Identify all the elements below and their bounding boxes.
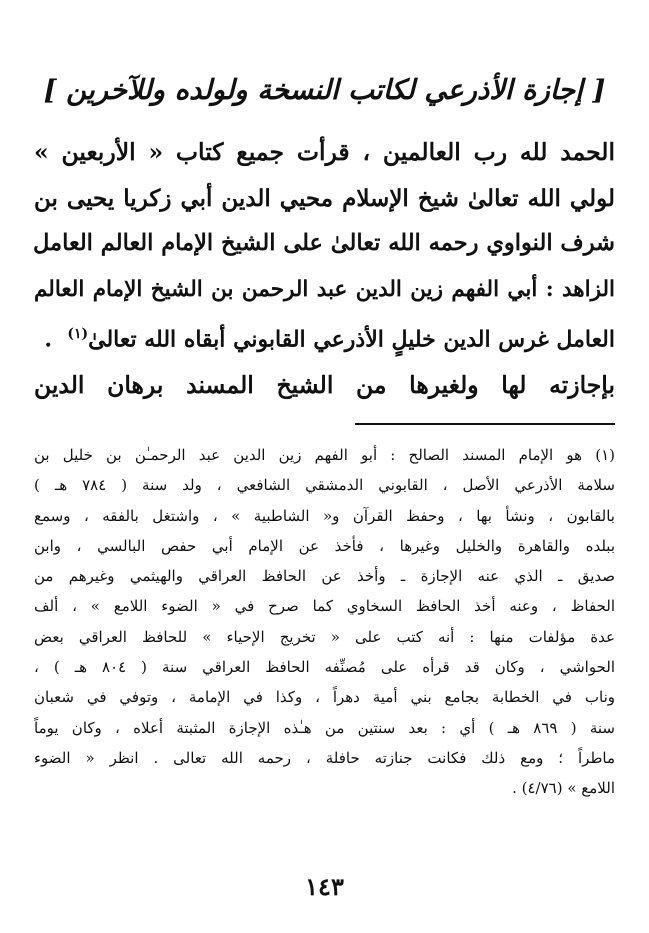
footnote-line: ماطراً ؛ ومع ذلك فكانت جنازته حافلة ، رحمه الله تعالى . انظر « الضوء	[34, 748, 615, 767]
footnote	[34, 440, 615, 804]
body-line-text: العامل غرس الدين خليلٍ الأذرعي القابوني أبقاه الله تعالىٰ	[88, 326, 615, 353]
section-heading: [ إجازة الأذرعي لكاتب النسخة ولولده وللآخرين ]	[43, 74, 606, 106]
footnote-line: بالقابون ، ونشأ بها ، وحفظ القرآن و« الشاطبية » ، واشتغل بالفقه ، وسمع	[34, 506, 615, 525]
footnote-line: اللامع » (٤/٧٦) .	[512, 779, 615, 798]
footnote-line: الحفاظ ، وعنه أخذ الحافظ السخاوي كما صرح في « الضوء اللامع » ، ألف	[34, 597, 615, 616]
footnote-separator	[355, 423, 615, 425]
footnote-line: ببلده والقاهرة والخليل وغيرها ، فأخذ عن الإمام أبي حفص البالسي ، وابن	[34, 536, 615, 555]
body-line: شرف النواوي رحمه الله تعالىٰ على الشيخ الإمام العالم العامل	[33, 230, 615, 256]
footnote-line: وناب في الخطابة بجامع بني أمية دهراً ، وكذا في الإمامة ، وتوفي في شعبان	[34, 688, 615, 707]
footnote-line: صديق ـ الذي عنه الإجازة ـ وأخذ عن الحافظ العراقي والهيثمي وغيرهم من	[34, 567, 615, 586]
footnote-line: سلامة الأذرعي الأصل ، القابوني الدمشقي الشافعي ، ولد سنة ( ٧٨٤ هـ )	[34, 476, 615, 495]
page-number: ١٤٣	[305, 872, 344, 901]
footnote-line: (١) هو الإمام المسند الصالح : أبو الفهم زين الدين عبد الرحمـٰن بن خليل بن	[34, 446, 615, 464]
main-text	[34, 130, 615, 408]
body-line: لولي الله تعالىٰ شيخ الإسلام محيي الدين أبي زكريا يحيى بن	[34, 184, 615, 212]
footnote-line: الحواشي ، وكان قد قرأه على مُصنِّفه الحافظ العراقي سنة ( ٨٠٤ هـ ) ،	[34, 658, 615, 677]
body-line: الحمد لله رب العالمين ، قرأت جميع كتاب « الأربعين »	[34, 138, 615, 166]
body-line: بإجازته لها ولغيرها من الشيخ المسند برهان الدين	[34, 370, 615, 399]
footnote-line: عدة مؤلفات منها : أنه كتب على « تخريج الإحياء » للحافظ العراقي بعض	[34, 627, 615, 646]
sentence-end: .	[44, 326, 53, 353]
footnote-marker: (١)	[67, 326, 89, 342]
body-line: الزاهد : أبي الفهم زين الدين عبد الرحمن بن الشيخ الإمام العالم	[34, 276, 615, 302]
footnote-line: سنة ( ٨٦٩ هـ ) أي : بعد سنتين من هـٰذه الإجازة المثبتة أعلاه ، وكان يوماً	[34, 718, 615, 737]
body-line	[34, 312, 615, 363]
